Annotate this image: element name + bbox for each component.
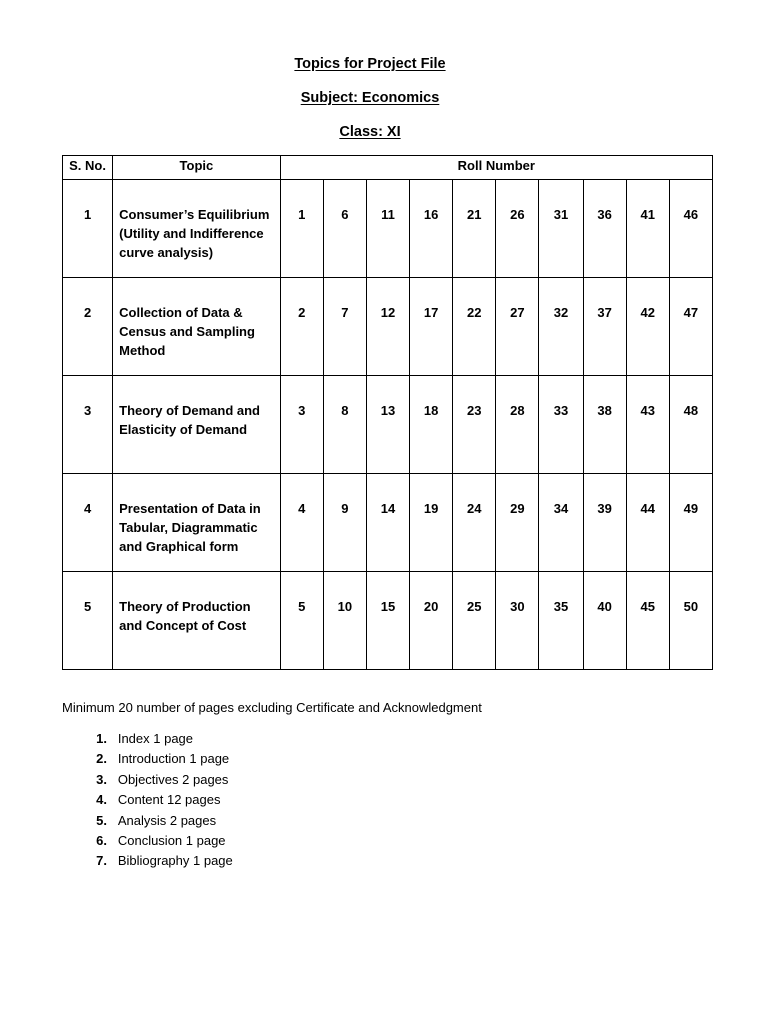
class-heading: Class: XI (339, 124, 401, 140)
topic-cell (113, 376, 281, 474)
roll-number-cell (496, 278, 539, 376)
roll-number-value: 14 (380, 501, 396, 516)
roll-number-value: 47 (683, 305, 699, 320)
roll-number-cell (366, 278, 409, 376)
table-row (63, 572, 713, 670)
roll-number-value: 31 (553, 207, 569, 222)
topic-cell (113, 180, 281, 278)
roll-number-cell (626, 474, 669, 572)
topic-text: Theory of Demand and Elasticity of Demand (119, 403, 260, 437)
topics-table (62, 155, 713, 670)
roll-number-cell (323, 572, 366, 670)
sno-cell (63, 572, 113, 670)
roll-number-cell (539, 180, 583, 278)
list-number: 1. (96, 731, 107, 746)
roll-number-cell (410, 180, 453, 278)
sno-value: 3 (83, 403, 92, 418)
roll-number-cell (583, 376, 626, 474)
sno-cell (63, 278, 113, 376)
list-item (62, 791, 233, 811)
topic-text: Theory of Production and Concept of Cost (119, 599, 251, 633)
roll-number-value: 5 (298, 599, 306, 614)
roll-number-cell (453, 474, 496, 572)
list-text: Content 12 pages (117, 792, 221, 808)
table-row (63, 278, 713, 376)
roll-number-value: 24 (466, 501, 482, 516)
list-item (62, 832, 233, 852)
list-number: 3. (96, 771, 107, 787)
roll-number-value: 20 (423, 599, 439, 614)
page-title: Topics for Project File (294, 56, 446, 72)
roll-number-value: 17 (423, 305, 439, 320)
roll-number-value: 16 (423, 207, 439, 222)
roll-number-value: 4 (298, 501, 306, 516)
roll-number-cell (453, 278, 496, 376)
roll-number-value: 23 (466, 403, 482, 418)
roll-number-value: 27 (510, 305, 525, 320)
roll-number-cell (323, 376, 366, 474)
roll-number-cell (453, 572, 496, 670)
list-number: 4. (96, 792, 107, 808)
roll-number-cell (323, 474, 366, 572)
table-row (63, 180, 713, 278)
roll-number-cell (583, 278, 626, 376)
pages-note: Minimum 20 number of pages excluding Certificate and Acknowledgment (62, 700, 482, 715)
sno-cell (63, 180, 113, 278)
topic-cell (113, 474, 281, 572)
table-row (63, 474, 713, 572)
roll-number-cell (410, 278, 453, 376)
roll-number-value: 50 (683, 599, 699, 614)
roll-number-value: 32 (553, 305, 569, 320)
topic-cell (113, 278, 281, 376)
roll-number-value: 38 (597, 403, 612, 418)
roll-number-value: 2 (298, 305, 306, 320)
roll-number-cell (626, 278, 669, 376)
topic-header: Topic (113, 156, 281, 180)
list-item (62, 812, 233, 832)
roll-number-cell (366, 180, 409, 278)
roll-number-value: 15 (380, 599, 396, 614)
roll-number-cell (539, 572, 583, 670)
pages-list (62, 730, 233, 873)
roll-number-cell (539, 278, 583, 376)
roll-number-value: 40 (597, 599, 612, 614)
roll-number-cell (496, 376, 539, 474)
roll-number-value: 39 (597, 501, 612, 516)
roll-number-cell (366, 572, 409, 670)
roll-number-value: 10 (337, 599, 353, 614)
roll-number-value: 13 (380, 403, 396, 418)
roll-number-cell (323, 180, 366, 278)
roll-number-cell (626, 572, 669, 670)
roll-number-cell (496, 474, 539, 572)
roll-number-value: 42 (640, 305, 655, 320)
list-item (62, 730, 233, 750)
roll-number-value: 9 (341, 501, 349, 516)
roll-number-cell (626, 376, 669, 474)
table-row (63, 376, 713, 474)
roll-number-cell (539, 474, 583, 572)
sno-value: 5 (83, 599, 92, 614)
roll-number-value: 21 (466, 207, 482, 222)
list-text: Index 1 page (117, 731, 194, 746)
table-header-row (63, 156, 713, 180)
roll-number-header: Roll Number (280, 156, 712, 180)
roll-number-cell (583, 572, 626, 670)
roll-number-cell (366, 474, 409, 572)
roll-number-value: 29 (510, 501, 525, 516)
subject-heading: Subject: Economics (300, 90, 440, 106)
list-item (62, 852, 233, 872)
roll-number-value: 30 (510, 599, 525, 614)
roll-number-cell (323, 278, 366, 376)
roll-number-value: 34 (553, 501, 569, 516)
list-number: 6. (96, 832, 107, 848)
roll-number-value: 22 (466, 305, 482, 320)
roll-number-value: 48 (683, 403, 699, 418)
roll-number-value: 49 (683, 501, 699, 516)
roll-number-value: 37 (597, 305, 612, 320)
roll-number-cell (669, 376, 712, 474)
roll-number-value: 18 (423, 403, 439, 418)
roll-number-cell (410, 572, 453, 670)
roll-number-value: 8 (341, 403, 349, 418)
roll-number-cell (366, 376, 409, 474)
sno-cell (63, 474, 113, 572)
roll-number-value: 44 (640, 501, 655, 516)
roll-number-cell (669, 572, 712, 670)
roll-number-cell (410, 376, 453, 474)
roll-number-value: 36 (597, 207, 612, 222)
roll-number-cell (453, 180, 496, 278)
roll-number-value: 28 (510, 403, 525, 418)
topic-text: Collection of Data & Census and Sampling Method (119, 305, 255, 358)
roll-number-value: 7 (341, 305, 349, 320)
list-item (62, 771, 233, 791)
roll-number-cell (410, 474, 453, 572)
sno-value: 1 (83, 207, 92, 222)
topic-cell (113, 572, 281, 670)
roll-number-cell (496, 180, 539, 278)
list-text: Analysis 2 pages (117, 812, 217, 828)
roll-number-value: 45 (640, 599, 655, 614)
roll-number-cell (280, 376, 323, 474)
roll-number-cell (280, 474, 323, 572)
roll-number-value: 12 (380, 305, 396, 320)
roll-number-cell (583, 180, 626, 278)
roll-number-value: 43 (640, 403, 655, 418)
roll-number-value: 3 (298, 403, 306, 418)
roll-number-value: 11 (381, 207, 395, 222)
sno-value: 4 (83, 501, 92, 516)
sno-header: S. No. (63, 156, 113, 180)
roll-number-cell (453, 376, 496, 474)
roll-number-value: 46 (683, 207, 699, 222)
roll-number-value: 6 (341, 207, 349, 222)
topic-text: Consumer’s Equilibrium (Utility and Indifference curve analysis) (119, 207, 270, 260)
list-item (62, 750, 233, 770)
sno-value: 2 (83, 305, 92, 320)
roll-number-value: 19 (423, 501, 439, 516)
list-text: Objectives 2 pages (117, 771, 229, 787)
roll-number-cell (280, 278, 323, 376)
roll-number-cell (669, 474, 712, 572)
list-number: 7. (96, 853, 107, 869)
list-number: 5. (96, 812, 107, 828)
roll-number-cell (539, 376, 583, 474)
roll-number-value: 41 (640, 207, 655, 222)
roll-number-value: 26 (510, 207, 525, 222)
roll-number-cell (669, 278, 712, 376)
roll-number-cell (583, 474, 626, 572)
roll-number-value: 25 (466, 599, 482, 614)
roll-number-cell (496, 572, 539, 670)
roll-number-cell (280, 572, 323, 670)
roll-number-cell (669, 180, 712, 278)
roll-number-value: 1 (298, 207, 306, 222)
list-text: Bibliography 1 page (117, 853, 233, 869)
sno-cell (63, 376, 113, 474)
list-number: 2. (96, 751, 107, 767)
roll-number-value: 35 (553, 599, 569, 614)
roll-number-value: 33 (553, 403, 569, 418)
roll-number-cell (280, 180, 323, 278)
list-text: Conclusion 1 page (117, 832, 226, 848)
topic-text: Presentation of Data in Tabular, Diagrammatic and Graphical form (119, 501, 261, 554)
roll-number-cell (626, 180, 669, 278)
list-text: Introduction 1 page (117, 751, 230, 767)
